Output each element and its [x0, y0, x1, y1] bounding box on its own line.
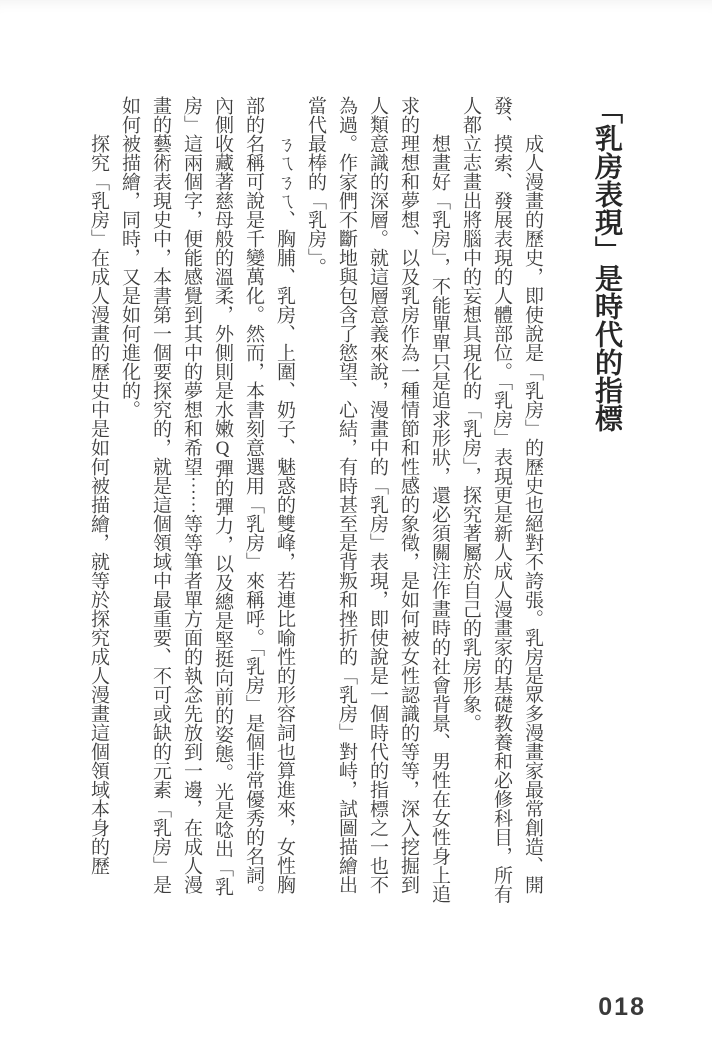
body-paragraph-2: 想畫好「乳房」，不能單單只是追求形狀，還必須關注作畫時的社會背景、男性在女性身上追求的理想和夢想、以及乳房作為一種情節和性感的象徵，是如何被女性認識的等等，深入挖掘到人類意識的深層。就這層意義來說，漫畫中的「乳房」表現，即使說是一個時代的指標之一也不為過。作家們不斷地與包含了慾望、心結，有時甚至是背叛和挫折的「乳房」對峙，試圖描繪出當代最棒的「乳房」。 — [305, 96, 450, 904]
vertical-text-content — [83, 96, 630, 910]
body-paragraph-3: ㄋㄟㄋㄟ、胸脯、乳房、上圍、奶子、魅惑的雙峰，若連比喻性的形容詞也算進來，女性胸部的名稱可說是千變萬化。然而，本書刻意選用「乳房」來稱呼。「乳房」是個非常優秀的名詞。內側收藏著慈母般的溫柔，外側則是水嫩Q彈的彈力，以及總是堅挺向前的姿態。光是唸出「乳房」這兩個字，便能感覺到其中的夢想和希望⋯⋯等等筆者單方面的執念先放到一邊，在成人漫畫的藝術表現史中，本書第一個要探究的，就是這個領域中最重要、不可或缺的元素「乳房」是如何被描繪，同時，又是如何進化的。 — [119, 96, 295, 904]
section-title: 「乳房表現」是時代的指標 — [592, 96, 623, 432]
page-number: 018 — [598, 993, 646, 1021]
body-paragraph-1: 成人漫畫的歷史，即使說是「乳房」的歷史也絕對不誇張。乳房是眾多漫畫家最常創造、開發、摸索、發展表現的人體部位。「乳房」表現更是新人成人漫畫家的基礎教養和必修科目，所有人都立志畫出將腦中的妄想具現化的「乳房」，探究著屬於自己的乳房形象。 — [460, 96, 543, 904]
body-paragraph-4: 探究「乳房」在成人漫畫的歷史中是如何被描繪，就等於探究成人漫畫這個領域本身的歷 — [88, 134, 109, 875]
